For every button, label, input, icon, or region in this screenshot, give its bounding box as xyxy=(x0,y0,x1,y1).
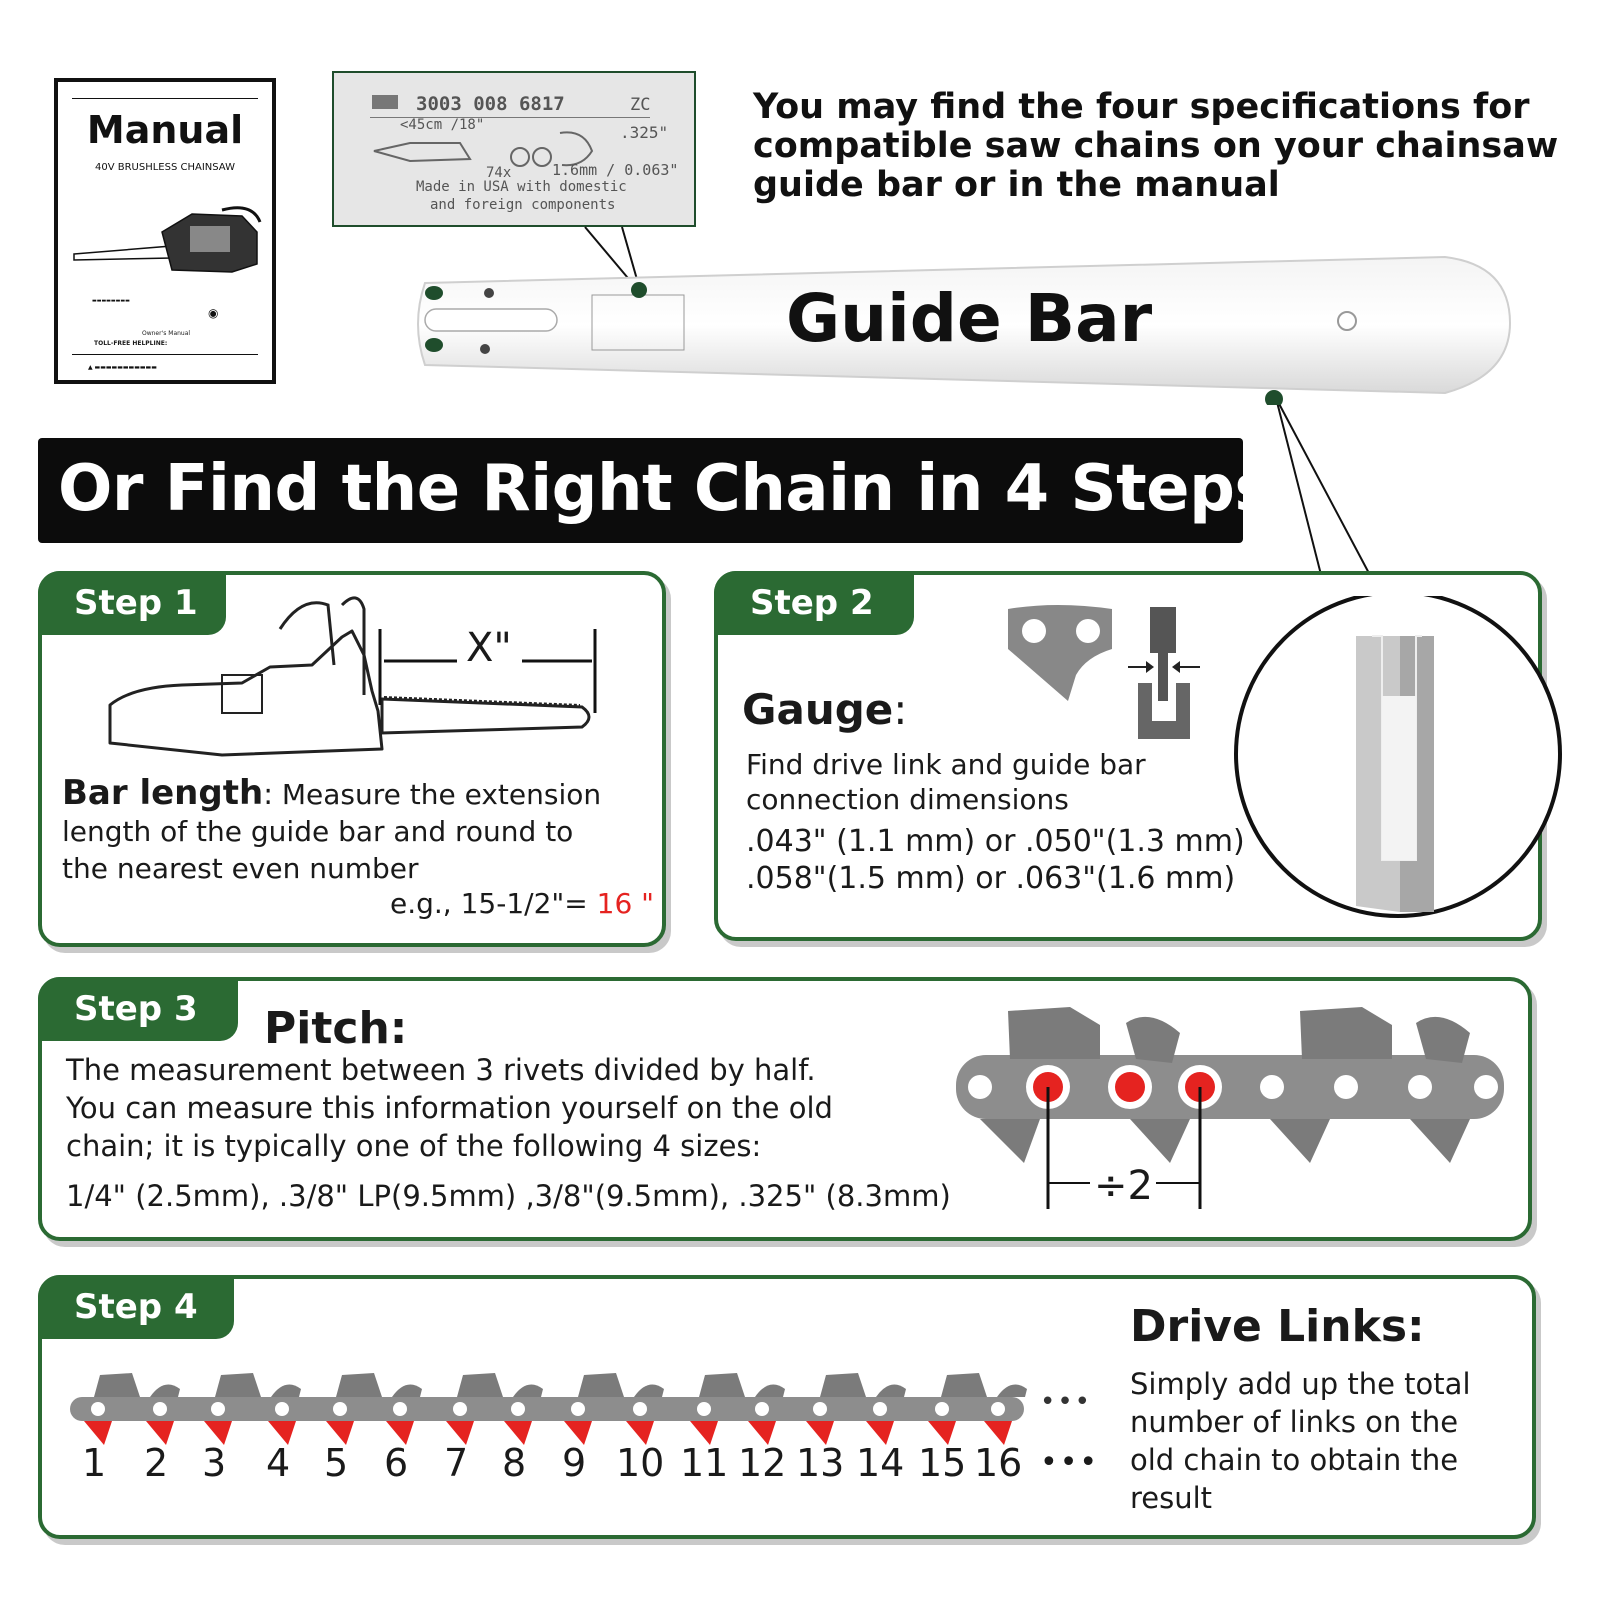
step1-line3: the nearest even number xyxy=(62,852,419,885)
depth-gauge xyxy=(150,1385,180,1398)
headline-text: Or Find the Right Chain in 4 Steps xyxy=(58,452,1272,526)
depth-gauge xyxy=(271,1385,301,1398)
depth-gauge xyxy=(513,1385,543,1398)
cutter-tooth xyxy=(94,1373,140,1397)
step4-panel xyxy=(38,1275,1536,1539)
rivet-hole xyxy=(453,1402,467,1416)
drive-link-number: 9 xyxy=(562,1441,587,1485)
stamp-gauge: 1.6mm / 0.063" xyxy=(552,161,679,179)
depth-gauge xyxy=(997,1385,1027,1398)
rivet-hole xyxy=(393,1402,407,1416)
example-result: 16 " xyxy=(596,887,655,920)
drive-links-chain xyxy=(68,1369,1068,1449)
gauge-line1: Find drive link and guide bar xyxy=(746,748,1146,781)
drive-link-number: 5 xyxy=(324,1441,349,1485)
gauge-line4: .058"(1.5 mm) or .063"(1.6 mm) xyxy=(746,861,1236,896)
step1-tab: Step 1 xyxy=(38,571,226,635)
ellipsis-bottom: ••• xyxy=(1040,1445,1100,1480)
depth-gauge xyxy=(634,1385,664,1398)
drive-link-number: 2 xyxy=(144,1441,169,1485)
cutter-tooth xyxy=(215,1373,261,1397)
cutter-tooth xyxy=(699,1373,745,1397)
pitch-sizes: 1/4" (2.5mm), .3/8" LP(9.5mm) ,3/8"(9.5mm), .325" (8.3mm) xyxy=(66,1179,951,1213)
drive-link-number: 16 xyxy=(974,1441,1023,1485)
rivet-hole xyxy=(91,1402,105,1416)
rivet-hole xyxy=(813,1402,827,1416)
ellipsis-top: ••• xyxy=(1040,1387,1093,1417)
rivet-hole xyxy=(211,1402,225,1416)
gauge-title xyxy=(742,685,907,734)
headline-banner xyxy=(38,438,1272,543)
rivet-hole xyxy=(511,1402,525,1416)
step1-example xyxy=(390,887,654,920)
intro-text: You may find the four specifications for compatible saw chains on your chainsaw guide bar or in the manual xyxy=(753,87,1559,205)
drive-link-number: 15 xyxy=(918,1441,967,1485)
step3-tab: Step 3 xyxy=(38,977,238,1041)
step1-colon: : xyxy=(263,777,273,811)
drive-link-number: 10 xyxy=(616,1441,665,1485)
rivet-hole xyxy=(571,1402,585,1416)
rivet-hole xyxy=(333,1402,347,1416)
chainsaw-outline-icon xyxy=(102,595,602,763)
manual-title: Manual xyxy=(86,108,244,152)
stamp-origin-2: and foreign components xyxy=(430,197,616,213)
stamp-links: 74x xyxy=(486,165,512,181)
drive-link-number: 13 xyxy=(796,1441,845,1485)
rivet-hole xyxy=(633,1402,647,1416)
drive-links-line1: Simply add up the total xyxy=(1130,1367,1471,1401)
warning-icon: ▲ ▬▬▬▬▬▬▬▬▬▬▬ xyxy=(88,364,157,371)
drive-links-line3: old chain to obtain the xyxy=(1130,1443,1459,1477)
drive-link-number: 1 xyxy=(82,1441,107,1485)
rivet-hole xyxy=(153,1402,167,1416)
divide-label: ÷2 xyxy=(1094,1163,1153,1209)
step4-tab: Step 4 xyxy=(38,1275,234,1339)
drive-links-line2: number of links on the xyxy=(1130,1405,1459,1439)
drive-link-numbers xyxy=(42,1441,1042,1491)
step1-panel xyxy=(38,571,666,947)
drive-link-number: 11 xyxy=(680,1441,729,1485)
gauge-line2: connection dimensions xyxy=(746,783,1069,816)
manual-owners: Owner's Manual xyxy=(142,330,191,337)
rivet-hole xyxy=(873,1402,887,1416)
drive-link-number: 7 xyxy=(444,1441,469,1485)
gauge-colon: : xyxy=(893,685,908,734)
chain-pitch-diagram xyxy=(950,1003,1510,1213)
drive-links-title: Drive Links: xyxy=(1130,1301,1425,1352)
rivet-hole xyxy=(275,1402,289,1416)
gauge-term: Gauge xyxy=(742,685,894,734)
rivet-hole xyxy=(697,1402,711,1416)
example-text: e.g., 15-1/2"= xyxy=(390,887,588,920)
measure-label: X" xyxy=(466,625,512,671)
drive-link-number: 3 xyxy=(202,1441,227,1485)
step3-panel xyxy=(38,977,1532,1241)
drive-links-line4: result xyxy=(1130,1481,1213,1515)
pitch-title: Pitch: xyxy=(264,1003,408,1054)
gauge-groove-icon xyxy=(1118,605,1210,745)
cutter-tooth xyxy=(457,1373,503,1397)
stamp-part-number: 3003 008 6817 xyxy=(416,93,565,115)
rivet-hole xyxy=(755,1402,769,1416)
gauge-line3: .043" (1.1 mm) or .050"(1.3 mm) xyxy=(746,824,1245,859)
step1-line2: length of the guide bar and round to xyxy=(62,815,574,848)
drive-link-number: 6 xyxy=(384,1441,409,1485)
drive-link-icon xyxy=(1006,603,1116,707)
drive-link-number: 12 xyxy=(738,1441,787,1485)
manual-subtitle: 40V BRUSHLESS CHAINSAW xyxy=(95,162,235,173)
drive-link-number: 14 xyxy=(856,1441,905,1485)
stamp-code: ZC xyxy=(630,95,651,115)
manual-note: ▬▬▬▬▬▬▬▬ xyxy=(92,298,130,304)
cutter-tooth xyxy=(336,1373,382,1397)
depth-gauge xyxy=(392,1385,422,1398)
step2-tab: Step 2 xyxy=(714,571,914,635)
cutter-tooth xyxy=(578,1373,624,1397)
stamp-pitch: .325" xyxy=(620,123,669,142)
cutter-tooth xyxy=(820,1373,866,1397)
depth-gauge xyxy=(755,1385,785,1398)
step1-description xyxy=(62,775,662,887)
stamp-origin-1: Made in USA with domestic xyxy=(416,179,627,195)
step1-term: Bar length xyxy=(62,773,264,813)
manual-helpline: TOLL-FREE HELPLINE: xyxy=(94,340,168,347)
guide-bar-groove-zoom xyxy=(1232,596,1564,920)
drive-link-number: 8 xyxy=(502,1441,527,1485)
step1-line1: Measure the extension xyxy=(272,778,602,811)
rivet-hole xyxy=(991,1402,1005,1416)
ul-icon: ◉ xyxy=(208,306,219,320)
pitch-line3: chain; it is typically one of the following 4 sizes: xyxy=(66,1129,762,1163)
pitch-line2: You can measure this information yourself on the old xyxy=(66,1091,833,1125)
rivet-hole xyxy=(935,1402,949,1416)
stamp-length: <45cm /18" xyxy=(400,117,485,133)
drive-link-number: 4 xyxy=(266,1441,291,1485)
guide-bar-label: Guide Bar xyxy=(786,280,1153,357)
cutter-tooth xyxy=(941,1373,987,1397)
pitch-line1: The measurement between 3 rivets divided by half. xyxy=(66,1053,816,1087)
depth-gauge xyxy=(876,1385,906,1398)
